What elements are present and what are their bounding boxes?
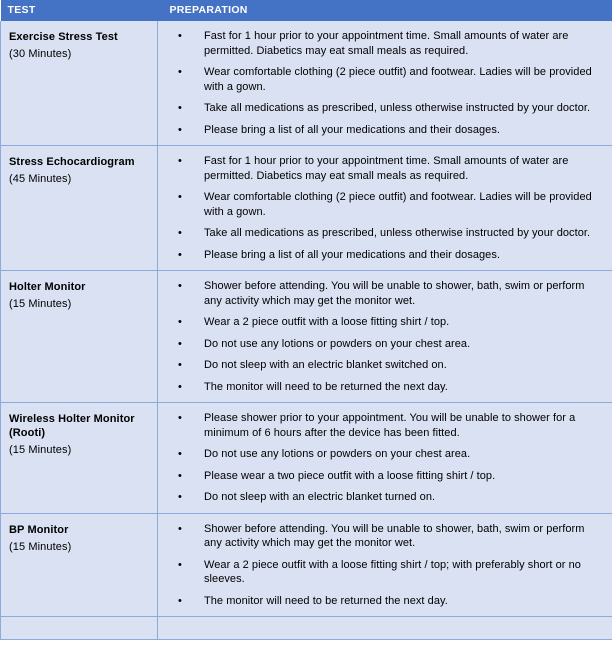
preparation-item-text: Do not use any lotions or powders on your chest area. bbox=[204, 337, 471, 350]
preparation-item bbox=[158, 154, 604, 183]
test-duration: (45 Minutes) bbox=[9, 173, 72, 185]
preparation-item bbox=[158, 358, 604, 373]
bullet-icon: • bbox=[178, 30, 182, 42]
test-name: Exercise Stress Test bbox=[9, 31, 118, 43]
preparation-cell bbox=[158, 513, 612, 617]
preparation-item bbox=[158, 522, 604, 551]
preparation-item-text: Do not sleep with an electric blanket turned on. bbox=[204, 491, 436, 503]
test-cell bbox=[1, 403, 158, 514]
table-row bbox=[1, 271, 612, 403]
preparation-item-text: Wear comfortable clothing (2 piece outfit) and footwear. Ladies will be provided with a gown. bbox=[204, 66, 592, 93]
preparation-item bbox=[158, 447, 604, 462]
preparation-item bbox=[158, 558, 604, 587]
table-row bbox=[1, 21, 612, 146]
preparation-item bbox=[158, 380, 604, 395]
preparation-cell bbox=[158, 271, 612, 403]
preparation-item bbox=[158, 337, 604, 352]
test-cell bbox=[1, 513, 158, 617]
preparation-item-text: Please shower prior to your appointment. You will be unable to shower for a minimum of 6 hours after the device has been fitted. bbox=[204, 412, 576, 439]
bullet-icon: • bbox=[178, 594, 182, 607]
preparation-item-text: Shower before attending. You will be unable to shower, bath, swim or perform any activity which may get the monitor wet. bbox=[204, 522, 585, 549]
preparation-list bbox=[158, 522, 604, 609]
preparation-item bbox=[158, 469, 604, 484]
preparation-item bbox=[158, 65, 604, 94]
column-header-test: TEST bbox=[1, 0, 158, 21]
filler-cell-preparation bbox=[158, 617, 612, 640]
preparation-item bbox=[158, 101, 604, 116]
preparation-item-text: Wear a 2 piece outfit with a loose fitting shirt / top; with preferably short or no sleeves. bbox=[204, 558, 581, 585]
test-duration: (15 Minutes) bbox=[9, 298, 72, 310]
preparation-item-text: Take all medications as prescribed, unless otherwise instructed by your doctor. bbox=[204, 227, 591, 239]
preparation-cell bbox=[158, 21, 612, 146]
preparation-cell bbox=[158, 403, 612, 514]
bullet-icon: • bbox=[178, 469, 182, 482]
preparation-item-text: Please bring a list of all your medications and their dosages. bbox=[204, 123, 500, 136]
test-cell bbox=[1, 21, 158, 146]
table-row bbox=[1, 403, 612, 514]
bullet-icon: • bbox=[178, 66, 182, 78]
preparation-item-text: Wear comfortable clothing (2 piece outfit) and footwear. Ladies will be provided with a gown. bbox=[204, 191, 592, 218]
preparation-item bbox=[158, 279, 604, 308]
preparation-item-text: Wear a 2 piece outfit with a loose fitting shirt / top. bbox=[204, 316, 450, 328]
preparation-cell bbox=[158, 146, 612, 271]
preparation-item-text: Do not sleep with an electric blanket switched on. bbox=[204, 359, 447, 371]
preparation-item-text: The monitor will need to be returned the next day. bbox=[204, 380, 448, 393]
bullet-icon: • bbox=[178, 491, 182, 503]
column-header-preparation: PREPARATION bbox=[158, 0, 612, 21]
test-name: BP Monitor bbox=[9, 523, 69, 536]
test-duration: (30 Minutes) bbox=[9, 48, 72, 60]
bullet-icon: • bbox=[178, 248, 182, 261]
filler-cell-test bbox=[1, 617, 158, 640]
preparation-item bbox=[158, 248, 604, 263]
preparation-item-text: Do not use any lotions or powders on your chest area. bbox=[204, 448, 471, 460]
bullet-icon: • bbox=[178, 380, 182, 393]
table-row bbox=[1, 146, 612, 271]
table-header-row bbox=[1, 0, 612, 21]
table-row bbox=[1, 513, 612, 617]
table-body bbox=[1, 21, 612, 640]
test-cell bbox=[1, 146, 158, 271]
bullet-icon: • bbox=[178, 316, 182, 328]
preparation-item-text: Please wear a two piece outfit with a loose fitting shirt / top. bbox=[204, 469, 496, 482]
test-duration: (15 Minutes) bbox=[9, 444, 72, 456]
bullet-icon: • bbox=[178, 227, 182, 239]
bullet-icon: • bbox=[178, 448, 182, 460]
preparation-item-text: Shower before attending. You will be unable to shower, bath, swim or perform any activity which may get the monitor wet. bbox=[204, 280, 585, 307]
bullet-icon: • bbox=[178, 280, 182, 292]
preparation-item bbox=[158, 594, 604, 609]
preparation-item bbox=[158, 490, 604, 505]
preparation-item-text: The monitor will need to be returned the next day. bbox=[204, 594, 448, 607]
bullet-icon: • bbox=[178, 522, 182, 535]
bullet-icon: • bbox=[178, 123, 182, 136]
bullet-icon: • bbox=[178, 155, 182, 167]
preparation-item-text: Fast for 1 hour prior to your appointment time. Small amounts of water are permitted. Diabetics may eat small meals as required. bbox=[204, 30, 569, 57]
test-name: Stress Echocardiogram bbox=[9, 156, 135, 168]
preparation-item bbox=[158, 411, 604, 440]
preparation-item bbox=[158, 226, 604, 241]
preparation-list bbox=[158, 154, 604, 262]
preparation-item-text: Take all medications as prescribed, unless otherwise instructed by your doctor. bbox=[204, 102, 591, 114]
test-name: Wireless Holter Monitor (Rooti) bbox=[9, 413, 135, 439]
test-name: Holter Monitor bbox=[9, 281, 86, 293]
preparation-item bbox=[158, 190, 604, 219]
preparation-item-text: Please bring a list of all your medications and their dosages. bbox=[204, 248, 500, 261]
preparation-list bbox=[158, 29, 604, 137]
preparation-item bbox=[158, 315, 604, 330]
bullet-icon: • bbox=[178, 337, 182, 350]
bullet-icon: • bbox=[178, 102, 182, 114]
preparation-list bbox=[158, 411, 604, 505]
test-duration: (15 Minutes) bbox=[9, 540, 72, 553]
preparation-item-text: Fast for 1 hour prior to your appointment time. Small amounts of water are permitted. Diabetics may eat small meals as required. bbox=[204, 155, 569, 182]
preparation-item bbox=[158, 29, 604, 58]
preparation-list bbox=[158, 279, 604, 394]
bullet-icon: • bbox=[178, 412, 182, 424]
bullet-icon: • bbox=[178, 558, 182, 571]
bullet-icon: • bbox=[178, 191, 182, 203]
table-filler-row bbox=[1, 617, 612, 640]
table-header bbox=[1, 0, 612, 21]
test-cell bbox=[1, 271, 158, 403]
bullet-icon: • bbox=[178, 359, 182, 371]
preparation-item bbox=[158, 123, 604, 138]
